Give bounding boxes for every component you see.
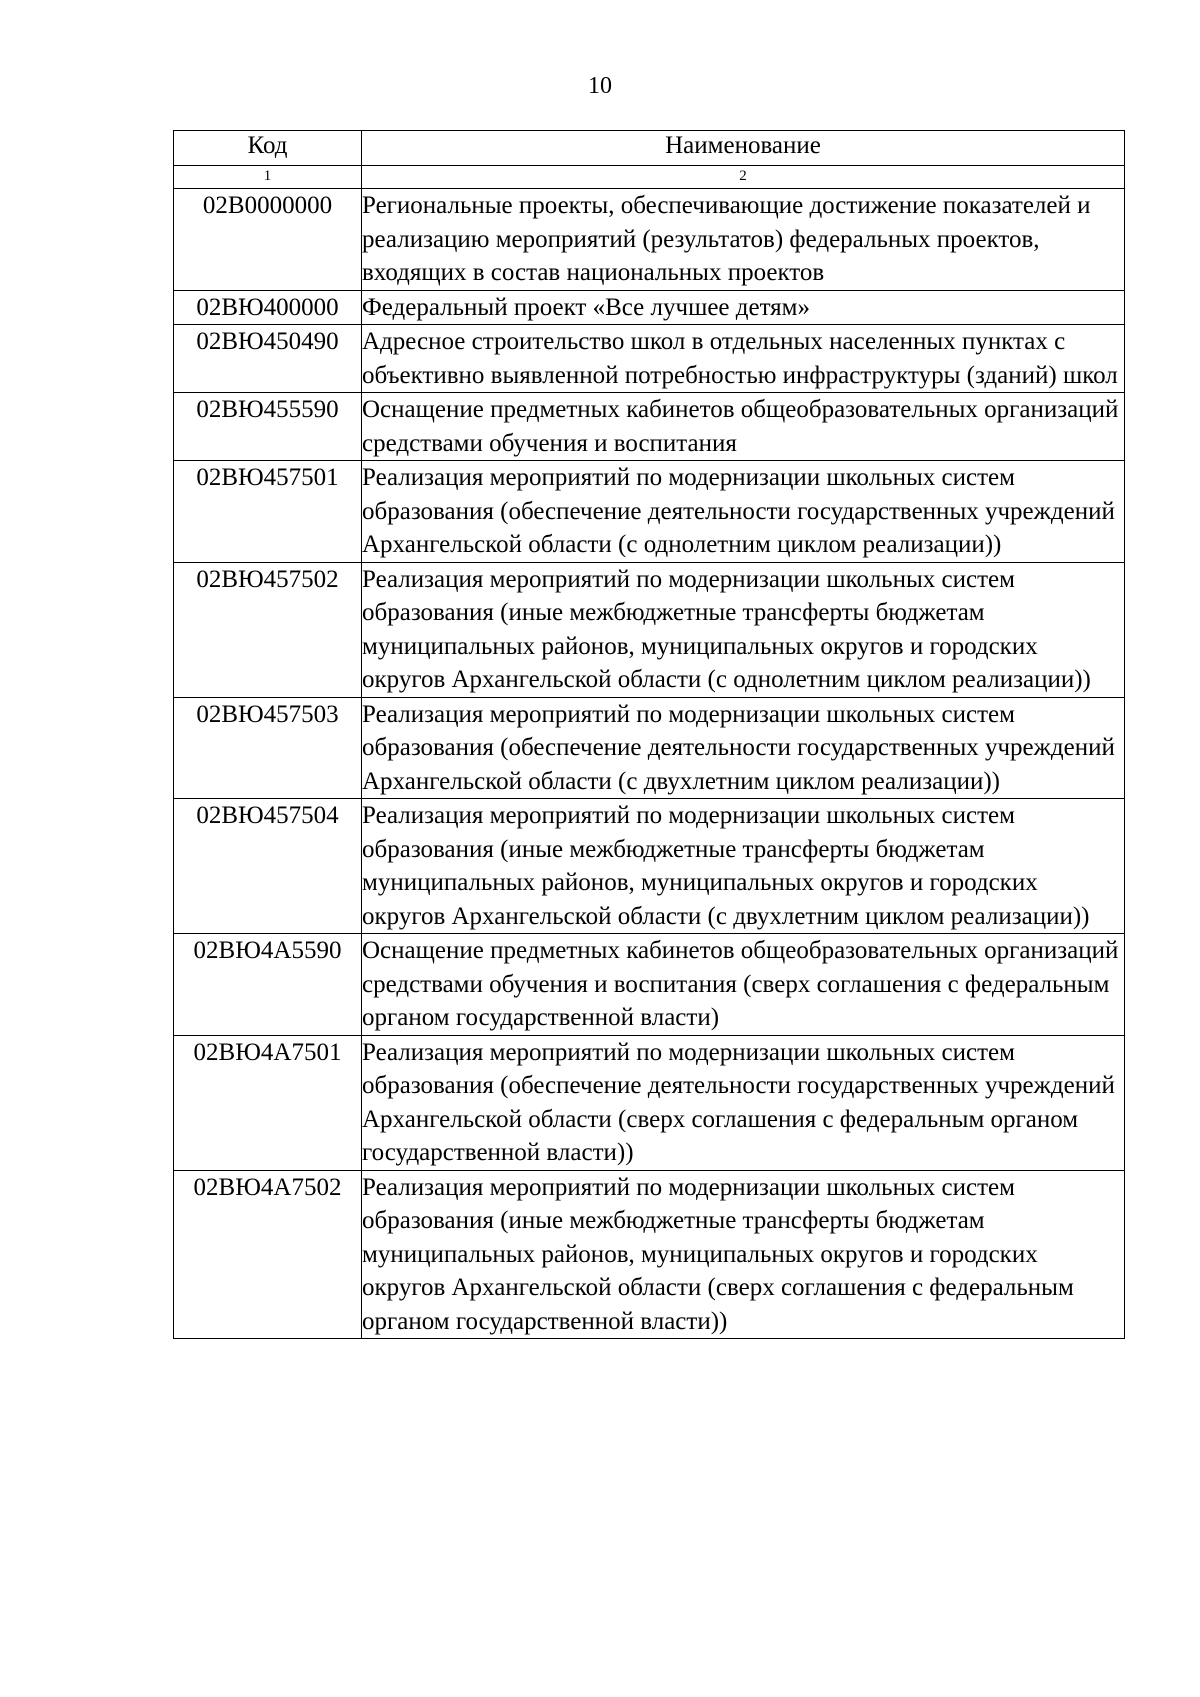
row-name: Реализация мероприятий по модернизации школьных систем образования (иные межбюджетные трансферты бюджетам муниципальных районов, муниципальных округов и городских округов Архангельской области (с двухлетним циклом реализации)) bbox=[362, 799, 1125, 934]
row-name: Федеральный проект «Все лучшее детям» bbox=[362, 290, 1125, 325]
row-name: Реализация мероприятий по модернизации школьных систем образования (иные межбюджетные трансферты бюджетам муниципальных районов, муниципальных округов и городских округов Архангельской области (сверх соглашения с федеральным органом государственной власти)) bbox=[362, 1170, 1125, 1339]
header-name: Наименование bbox=[362, 131, 1125, 166]
table-header-row bbox=[174, 131, 1125, 166]
table-row bbox=[174, 562, 1125, 697]
row-name: Реализация мероприятий по модернизации школьных систем образования (иные межбюджетные трансферты бюджетам муниципальных районов, муниципальных округов и городских округов Архангельской области (с однолетним циклом реализации)) bbox=[362, 562, 1125, 697]
table-row bbox=[174, 325, 1125, 393]
row-name: Оснащение предметных кабинетов общеобразовательных организаций средствами обучения и воспитания (сверх соглашения с федеральным органом государственной власти) bbox=[362, 934, 1125, 1036]
table-row bbox=[174, 393, 1125, 461]
table-row bbox=[174, 189, 1125, 291]
row-code: 02ВЮ457504 bbox=[174, 799, 362, 934]
row-code: 02ВЮ4А5590 bbox=[174, 934, 362, 1036]
table-row bbox=[174, 290, 1125, 325]
row-code: 02ВЮ457501 bbox=[174, 461, 362, 563]
row-code: 02ВЮ450490 bbox=[174, 325, 362, 393]
column-number-row bbox=[174, 166, 1125, 189]
row-code: 02ВЮ4А7501 bbox=[174, 1035, 362, 1170]
table-row bbox=[174, 461, 1125, 563]
table-row bbox=[174, 799, 1125, 934]
row-code: 02В0000000 bbox=[174, 189, 362, 291]
column-number-code: 1 bbox=[174, 166, 362, 189]
row-code: 02ВЮ455590 bbox=[174, 393, 362, 461]
row-name: Региональные проекты, обеспечивающие достижение показателей и реализацию мероприятий (результатов) федеральных проектов, входящих в состав национальных проектов bbox=[362, 189, 1125, 291]
row-name: Реализация мероприятий по модернизации школьных систем образования (обеспечение деятельности государственных учреждений Архангельской области (с однолетним циклом реализации)) bbox=[362, 461, 1125, 563]
column-number-name: 2 bbox=[362, 166, 1125, 189]
header-code: Код bbox=[174, 131, 362, 166]
row-name: Реализация мероприятий по модернизации школьных систем образования (обеспечение деятельности государственных учреждений Архангельской области (с двухлетним циклом реализации)) bbox=[362, 697, 1125, 799]
row-code: 02ВЮ457502 bbox=[174, 562, 362, 697]
table-row bbox=[174, 697, 1125, 799]
page-number: 10 bbox=[588, 73, 612, 99]
table-row bbox=[174, 1170, 1125, 1339]
budget-codes-table bbox=[173, 130, 1125, 1339]
row-code: 02ВЮ4А7502 bbox=[174, 1170, 362, 1339]
row-name: Адресное строительство школ в отдельных населенных пунктах с объективно выявленной потребностью инфраструктуры (зданий) школ bbox=[362, 325, 1125, 393]
table-row bbox=[174, 934, 1125, 1036]
row-name: Реализация мероприятий по модернизации школьных систем образования (обеспечение деятельности государственных учреждений Архангельской области (сверх соглашения с федеральным органом государственной власти)) bbox=[362, 1035, 1125, 1170]
row-code: 02ВЮ400000 bbox=[174, 290, 362, 325]
table-row bbox=[174, 1035, 1125, 1170]
row-code: 02ВЮ457503 bbox=[174, 697, 362, 799]
row-name: Оснащение предметных кабинетов общеобразовательных организаций средствами обучения и воспитания bbox=[362, 393, 1125, 461]
